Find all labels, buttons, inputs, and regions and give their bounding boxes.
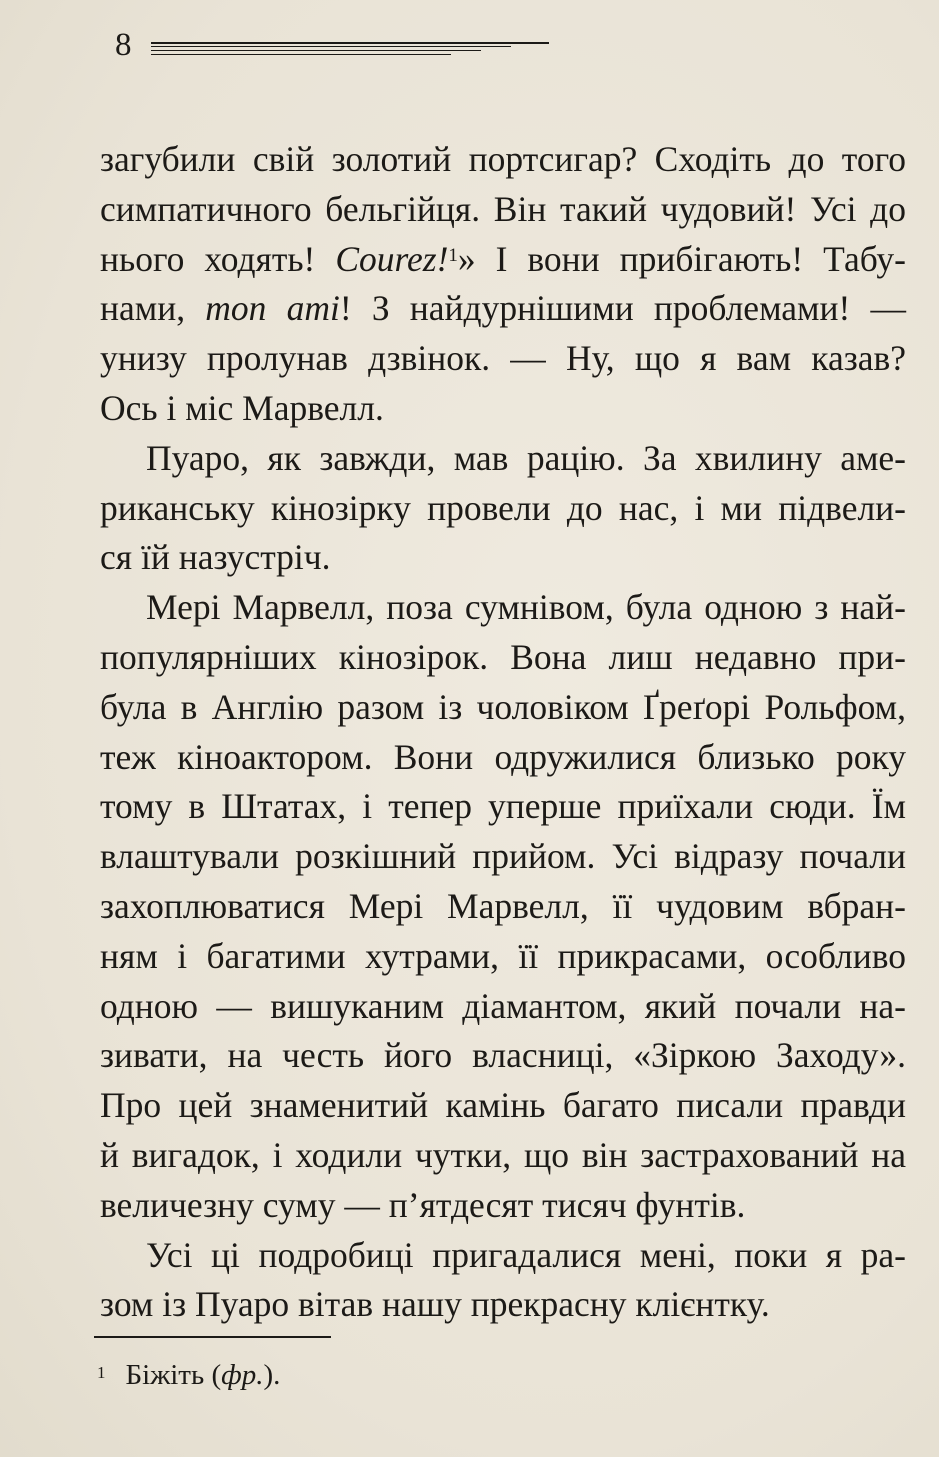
- text-line: зом із Пуаро вітав нашу прекрасну клієнтку.: [100, 1284, 770, 1325]
- page-number: 8: [115, 27, 132, 63]
- text-line: унизу пролунав дзвінок. — Ну, що я вам казав?: [100, 338, 906, 379]
- header-ornament-rule: [151, 42, 551, 56]
- text-line: риканську кінозірку провели до нас, і ми підвели-: [100, 487, 906, 528]
- italic-phrase: mon ami: [205, 288, 340, 329]
- text-line: була в Англію разом із чоловіком Ґреґорі Рольфом,: [100, 686, 906, 727]
- text-line: нього ходять! Courez!$^1$» І вони прибігають! Табу-: [100, 238, 906, 279]
- footnote-ref: 1: [448, 244, 458, 266]
- footnote-italic: фр.: [221, 1359, 264, 1391]
- text-line: тому в Штатах, і тепер уперше приїхали сюди. Їм: [100, 786, 906, 827]
- text-line: захоплюватися Мері Марвелл, її чудовим вбран-: [100, 885, 906, 926]
- text-line: Про цей знаменитий камінь багато писали правди: [100, 1085, 906, 1126]
- text-line: ся їй назустріч.: [100, 537, 331, 578]
- text-line: ням і багатими хутрами, її прикрасами, особливо: [100, 935, 906, 976]
- body-text: [100, 135, 906, 1330]
- text-line: Усі ці подробиці пригадалися мені, поки я ра-: [146, 1234, 906, 1275]
- text-line: популярніших кінозірок. Вона лиш недавно при-: [100, 636, 906, 677]
- text-line: Пуаро, як завжди, мав рацію. За хвилину аме-: [146, 437, 906, 478]
- text-line: нами, mon ami! З найдурнішими проблемами! —: [100, 288, 906, 329]
- footnote: [97, 1358, 280, 1392]
- text-line: одною — вишуканим діамантом, який почали на-: [100, 985, 906, 1026]
- text-line: величезну суму — п’ятдесят тисяч фунтів.: [100, 1184, 746, 1225]
- text-line: Ось і міс Марвелл.: [100, 387, 384, 428]
- page-header: [115, 24, 555, 64]
- text-line: Мері Марвелл, поза сумнівом, була одною з най-: [146, 587, 906, 628]
- footnote-mark: 1: [97, 1363, 106, 1382]
- footnote-divider: [94, 1336, 331, 1338]
- text-line: й вигадок, і ходили чутки, що він застрахований на: [100, 1134, 906, 1175]
- text-line: теж кіноактором. Вони одружилися близько року: [100, 736, 906, 777]
- footnote-text: Біжіть (: [125, 1359, 222, 1391]
- text-line: зивати, на честь його власниці, «Зіркою Заходу».: [100, 1035, 906, 1076]
- text-line: симпатичного бельгійця. Він такий чудовий! Усі до: [100, 188, 906, 229]
- text-line: влаштували розкішний прийом. Усі відразу почали: [100, 836, 906, 877]
- italic-phrase: Courez!: [335, 238, 449, 279]
- text-line: загубили свій золотий портсигар? Сходіть до того: [100, 139, 906, 179]
- footnote-text-end: ).: [263, 1359, 281, 1391]
